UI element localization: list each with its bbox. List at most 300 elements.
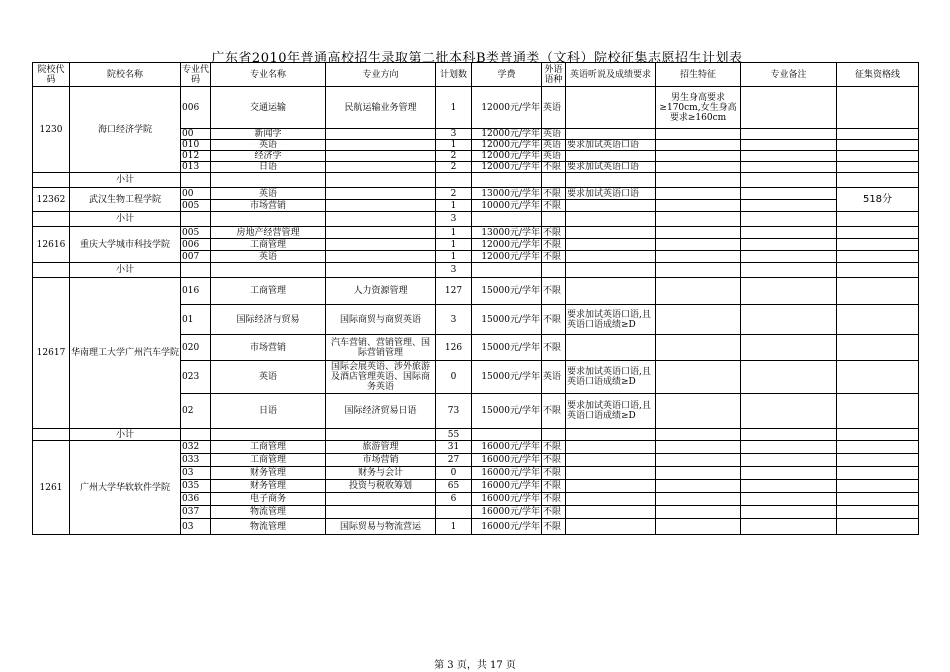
language: 不限 — [542, 480, 566, 493]
major-name: 物流管理 — [211, 506, 326, 519]
major-remark — [741, 305, 837, 335]
admission-feature — [656, 227, 741, 239]
major-direction — [326, 239, 436, 251]
plan-count: 1 — [436, 87, 472, 129]
admission-feature — [656, 278, 741, 305]
admission-feature — [656, 480, 741, 493]
english-requirement: 要求加试英语口语,且英语口语成绩≥D — [566, 394, 656, 429]
language: 不限 — [542, 441, 566, 454]
major-direction: 投资与税收筹划 — [326, 480, 436, 493]
major-code: 037 — [181, 506, 211, 519]
language: 英语 — [542, 361, 566, 394]
major-remark — [741, 467, 837, 480]
cutoff-cell — [837, 278, 919, 305]
major-code: 033 — [181, 454, 211, 467]
major-code: 012 — [181, 151, 211, 162]
plan-count: 1 — [436, 200, 472, 212]
major-remark — [741, 129, 837, 140]
cutoff-cell — [837, 305, 919, 335]
admission-feature — [656, 454, 741, 467]
language: 英语 — [542, 129, 566, 140]
major-code: 00 — [181, 188, 211, 200]
subtotal-label: 小计 — [70, 173, 181, 188]
english-requirement — [566, 87, 656, 129]
subtotal-blank — [542, 212, 566, 227]
language: 英语 — [542, 151, 566, 162]
english-requirement — [566, 506, 656, 519]
english-requirement — [566, 454, 656, 467]
major-direction: 旅游管理 — [326, 441, 436, 454]
major-name: 英语 — [211, 251, 326, 263]
english-requirement: 要求加试英语口语,且英语口语成绩≥D — [566, 305, 656, 335]
major-name: 电子商务 — [211, 493, 326, 506]
cutoff-cell — [837, 129, 919, 140]
subtotal-blank — [33, 212, 70, 227]
subtotal-label: 小计 — [70, 263, 181, 278]
subtotal-value: 55 — [436, 429, 472, 441]
language: 不限 — [542, 454, 566, 467]
english-requirement — [566, 227, 656, 239]
subtotal-blank — [741, 429, 837, 441]
plan-count: 2 — [436, 188, 472, 200]
subtotal-blank — [211, 173, 326, 188]
major-name: 市场营销 — [211, 335, 326, 361]
major-remark — [741, 239, 837, 251]
major-remark — [741, 506, 837, 519]
subtotal-blank — [837, 263, 919, 278]
admission-feature — [656, 441, 741, 454]
school-name: 海口经济学院 — [70, 87, 181, 173]
header-remarks: 专业备注 — [741, 63, 837, 87]
subtotal-blank — [472, 263, 542, 278]
language: 不限 — [542, 239, 566, 251]
language: 不限 — [542, 162, 566, 173]
subtotal-blank — [837, 429, 919, 441]
english-requirement — [566, 480, 656, 493]
english-requirement — [566, 239, 656, 251]
subtotal-value: 3 — [436, 263, 472, 278]
subtotal-blank — [326, 173, 436, 188]
language: 不限 — [542, 467, 566, 480]
english-requirement — [566, 493, 656, 506]
subtotal-value — [436, 173, 472, 188]
plan-count: 126 — [436, 335, 472, 361]
english-requirement — [566, 200, 656, 212]
tuition: 15000元/学年 — [472, 394, 542, 429]
header-direction: 专业方向 — [326, 63, 436, 87]
major-direction — [326, 493, 436, 506]
major-direction — [326, 151, 436, 162]
page-title: 广东省2010年普通高校招生录取第二批本科B类普通类（文科）院校征集志愿招生计划表 — [211, 51, 743, 66]
major-code: 010 — [181, 140, 211, 151]
language: 不限 — [542, 200, 566, 212]
english-requirement — [566, 129, 656, 140]
table-row — [33, 278, 919, 305]
major-remark — [741, 519, 837, 535]
tuition: 16000元/学年 — [472, 454, 542, 467]
major-direction: 财务与会计 — [326, 467, 436, 480]
subtotal-blank — [741, 173, 837, 188]
major-direction: 人力资源管理 — [326, 278, 436, 305]
cutoff-cell — [837, 441, 919, 454]
cutoff-cell — [837, 519, 919, 535]
subtotal-blank — [472, 429, 542, 441]
major-remark — [741, 188, 837, 200]
tuition: 12000元/学年 — [472, 151, 542, 162]
tuition: 15000元/学年 — [472, 278, 542, 305]
admission-feature — [656, 140, 741, 151]
admission-feature — [656, 251, 741, 263]
major-direction: 市场营销 — [326, 454, 436, 467]
school-code: 12362 — [33, 188, 70, 212]
subtotal-blank — [472, 173, 542, 188]
tuition: 12000元/学年 — [472, 162, 542, 173]
major-direction: 汽车营销、营销管理、国际营销管理 — [326, 335, 436, 361]
language: 不限 — [542, 493, 566, 506]
header-plan: 计划数 — [436, 63, 472, 87]
admission-feature — [656, 200, 741, 212]
major-direction: 国际经济贸易日语 — [326, 394, 436, 429]
subtotal-row — [33, 429, 919, 441]
major-name: 市场营销 — [211, 200, 326, 212]
subtotal-blank — [181, 173, 211, 188]
school-name: 华南理工大学广州汽车学院 — [70, 278, 181, 429]
tuition: 13000元/学年 — [472, 227, 542, 239]
major-name: 工商管理 — [211, 278, 326, 305]
subtotal-blank — [211, 212, 326, 227]
plan-count: 3 — [436, 305, 472, 335]
major-name: 物流管理 — [211, 519, 326, 535]
cutoff-cell — [837, 162, 919, 173]
major-name: 英语 — [211, 140, 326, 151]
subtotal-blank — [566, 212, 656, 227]
subtotal-blank — [656, 429, 741, 441]
major-code: 007 — [181, 251, 211, 263]
major-name: 工商管理 — [211, 441, 326, 454]
plan-count: 0 — [436, 361, 472, 394]
subtotal-blank — [542, 173, 566, 188]
cutoff-cell — [837, 151, 919, 162]
major-remark — [741, 493, 837, 506]
major-name: 英语 — [211, 188, 326, 200]
tuition: 16000元/学年 — [472, 493, 542, 506]
plan-count: 2 — [436, 151, 472, 162]
major-direction: 国际贸易与物流营运 — [326, 519, 436, 535]
plan-count: 1 — [436, 227, 472, 239]
major-remark — [741, 335, 837, 361]
plan-count: 1 — [436, 239, 472, 251]
cutoff-cell — [837, 454, 919, 467]
subtotal-blank — [741, 263, 837, 278]
plan-count: 0 — [436, 467, 472, 480]
major-name: 工商管理 — [211, 454, 326, 467]
major-remark — [741, 454, 837, 467]
header-school-code: 院校代码 — [33, 63, 70, 87]
cutoff-cell — [837, 251, 919, 263]
tuition: 10000元/学年 — [472, 200, 542, 212]
table-body — [33, 87, 919, 535]
cutoff-cell — [837, 87, 919, 129]
admission-feature — [656, 305, 741, 335]
english-requirement — [566, 278, 656, 305]
admission-feature — [656, 467, 741, 480]
major-code: 013 — [181, 162, 211, 173]
major-code: 036 — [181, 493, 211, 506]
subtotal-blank — [326, 212, 436, 227]
major-name: 新闻学 — [211, 129, 326, 140]
tuition: 16000元/学年 — [472, 467, 542, 480]
language: 不限 — [542, 188, 566, 200]
english-requirement: 要求加试英语口语 — [566, 162, 656, 173]
school-name: 广州大学华软软件学院 — [70, 441, 181, 535]
tuition: 16000元/学年 — [472, 480, 542, 493]
table-row — [33, 87, 919, 129]
admission-feature — [656, 335, 741, 361]
major-remark — [741, 200, 837, 212]
admission-feature — [656, 151, 741, 162]
admission-feature: 男生身高要求≥170cm,女生身高要求≥160cm — [656, 87, 741, 129]
table-row — [33, 227, 919, 239]
major-name: 工商管理 — [211, 239, 326, 251]
subtotal-value: 3 — [436, 212, 472, 227]
plan-count: 127 — [436, 278, 472, 305]
major-name: 经济学 — [211, 151, 326, 162]
header-english-req: 英语听说及成绩要求 — [566, 63, 656, 87]
language: 不限 — [542, 305, 566, 335]
major-name: 财务管理 — [211, 480, 326, 493]
major-direction — [326, 227, 436, 239]
english-requirement — [566, 335, 656, 361]
english-requirement — [566, 251, 656, 263]
subtotal-blank — [326, 429, 436, 441]
major-code: 023 — [181, 361, 211, 394]
major-direction — [326, 162, 436, 173]
subtotal-blank — [33, 263, 70, 278]
tuition: 13000元/学年 — [472, 188, 542, 200]
language: 不限 — [542, 251, 566, 263]
subtotal-blank — [542, 263, 566, 278]
admission-feature — [656, 162, 741, 173]
major-name: 日语 — [211, 162, 326, 173]
table-row — [33, 188, 919, 200]
language: 不限 — [542, 227, 566, 239]
language: 不限 — [542, 278, 566, 305]
subtotal-label: 小计 — [70, 212, 181, 227]
subtotal-blank — [566, 429, 656, 441]
tuition: 15000元/学年 — [472, 305, 542, 335]
table-row — [33, 441, 919, 454]
language: 英语 — [542, 140, 566, 151]
major-remark — [741, 151, 837, 162]
admission-feature — [656, 188, 741, 200]
cutoff-cell — [837, 227, 919, 239]
admission-feature — [656, 519, 741, 535]
cutoff-cell — [837, 394, 919, 429]
plan-count: 2 — [436, 162, 472, 173]
subtotal-row — [33, 173, 919, 188]
tuition: 16000元/学年 — [472, 506, 542, 519]
major-remark — [741, 361, 837, 394]
cutoff-score: 518分 — [837, 188, 919, 212]
cutoff-cell — [837, 239, 919, 251]
major-code: 020 — [181, 335, 211, 361]
admission-feature — [656, 493, 741, 506]
major-direction: 民航运输业务管理 — [326, 87, 436, 129]
major-code: 006 — [181, 239, 211, 251]
major-name: 日语 — [211, 394, 326, 429]
major-direction — [326, 140, 436, 151]
tuition: 12000元/学年 — [472, 87, 542, 129]
subtotal-row — [33, 263, 919, 278]
plan-count: 1 — [436, 251, 472, 263]
english-requirement: 要求加试英语口语,且英语口语成绩≥D — [566, 361, 656, 394]
header-school-name: 院校名称 — [70, 63, 181, 87]
plan-count: 31 — [436, 441, 472, 454]
major-name: 英语 — [211, 361, 326, 394]
major-direction: 国际商贸与商贸英语 — [326, 305, 436, 335]
major-remark — [741, 251, 837, 263]
subtotal-blank — [656, 173, 741, 188]
page-footer: 第 3 页，共 17 页 — [434, 660, 516, 671]
english-requirement — [566, 151, 656, 162]
major-code: 005 — [181, 227, 211, 239]
major-code: 02 — [181, 394, 211, 429]
cutoff-cell — [837, 467, 919, 480]
tuition: 15000元/学年 — [472, 361, 542, 394]
subtotal-blank — [566, 263, 656, 278]
tuition: 15000元/学年 — [472, 335, 542, 361]
tuition: 12000元/学年 — [472, 129, 542, 140]
header-major-name: 专业名称 — [211, 63, 326, 87]
subtotal-blank — [656, 263, 741, 278]
header-features: 招生特征 — [656, 63, 741, 87]
admission-feature — [656, 239, 741, 251]
plan-count: 1 — [436, 519, 472, 535]
major-direction: 国际会展英语、涉外旅游及酒店管理英语、国际商务英语 — [326, 361, 436, 394]
admission-feature — [656, 506, 741, 519]
subtotal-blank — [181, 429, 211, 441]
tuition: 12000元/学年 — [472, 140, 542, 151]
header-tuition: 学费 — [472, 63, 542, 87]
plan-count: 27 — [436, 454, 472, 467]
major-direction — [326, 506, 436, 519]
school-name: 重庆大学城市科技学院 — [70, 227, 181, 263]
major-remark — [741, 278, 837, 305]
major-code: 032 — [181, 441, 211, 454]
tuition: 16000元/学年 — [472, 519, 542, 535]
subtotal-blank — [837, 212, 919, 227]
english-requirement — [566, 467, 656, 480]
subtotal-blank — [656, 212, 741, 227]
major-code: 016 — [181, 278, 211, 305]
major-code: 03 — [181, 519, 211, 535]
language: 不限 — [542, 335, 566, 361]
subtotal-blank — [211, 263, 326, 278]
major-remark — [741, 227, 837, 239]
header-language: 外语语种 — [542, 63, 566, 87]
subtotal-blank — [181, 263, 211, 278]
major-remark — [741, 87, 837, 129]
admission-feature — [656, 394, 741, 429]
plan-count: 3 — [436, 129, 472, 140]
major-code: 00 — [181, 129, 211, 140]
cutoff-cell — [837, 506, 919, 519]
major-name: 房地产经营管理 — [211, 227, 326, 239]
language: 不限 — [542, 506, 566, 519]
english-requirement: 要求加试英语口语 — [566, 140, 656, 151]
subtotal-blank — [211, 429, 326, 441]
admission-plan-table — [32, 62, 919, 535]
major-code: 03 — [181, 467, 211, 480]
subtotal-blank — [33, 429, 70, 441]
subtotal-blank — [566, 173, 656, 188]
tuition: 12000元/学年 — [472, 251, 542, 263]
subtotal-blank — [542, 429, 566, 441]
school-code: 12617 — [33, 278, 70, 429]
plan-count — [436, 506, 472, 519]
language: 不限 — [542, 394, 566, 429]
major-direction — [326, 251, 436, 263]
tuition: 16000元/学年 — [472, 441, 542, 454]
cutoff-cell — [837, 335, 919, 361]
language: 英语 — [542, 87, 566, 129]
major-code: 006 — [181, 87, 211, 129]
subtotal-blank — [837, 173, 919, 188]
subtotal-blank — [326, 263, 436, 278]
school-code: 1230 — [33, 87, 70, 173]
major-code: 01 — [181, 305, 211, 335]
language: 不限 — [542, 519, 566, 535]
major-direction — [326, 200, 436, 212]
major-remark — [741, 394, 837, 429]
english-requirement — [566, 441, 656, 454]
subtotal-blank — [181, 212, 211, 227]
subtotal-blank — [33, 173, 70, 188]
major-code: 005 — [181, 200, 211, 212]
school-name: 武汉生物工程学院 — [70, 188, 181, 212]
header-major-code: 专业代码 — [182, 64, 210, 85]
school-code: 1261 — [33, 441, 70, 535]
major-remark — [741, 140, 837, 151]
admission-feature — [656, 361, 741, 394]
english-requirement — [566, 519, 656, 535]
cutoff-cell — [837, 361, 919, 394]
school-code: 12616 — [33, 227, 70, 263]
subtotal-row — [33, 212, 919, 227]
subtotal-label: 小计 — [70, 429, 181, 441]
major-name: 交通运输 — [211, 87, 326, 129]
major-name: 国际经济与贸易 — [211, 305, 326, 335]
major-remark — [741, 480, 837, 493]
major-remark — [741, 162, 837, 173]
major-remark — [741, 441, 837, 454]
subtotal-blank — [472, 212, 542, 227]
major-name: 财务管理 — [211, 467, 326, 480]
major-code: 035 — [181, 480, 211, 493]
tuition: 12000元/学年 — [472, 239, 542, 251]
plan-count: 6 — [436, 493, 472, 506]
admission-feature — [656, 129, 741, 140]
header-cutoff: 征集资格线 — [837, 63, 919, 87]
cutoff-cell — [837, 480, 919, 493]
major-direction — [326, 129, 436, 140]
plan-count: 73 — [436, 394, 472, 429]
major-direction — [326, 188, 436, 200]
plan-count: 65 — [436, 480, 472, 493]
english-requirement: 要求加试英语口语 — [566, 188, 656, 200]
subtotal-blank — [741, 212, 837, 227]
plan-count: 1 — [436, 140, 472, 151]
